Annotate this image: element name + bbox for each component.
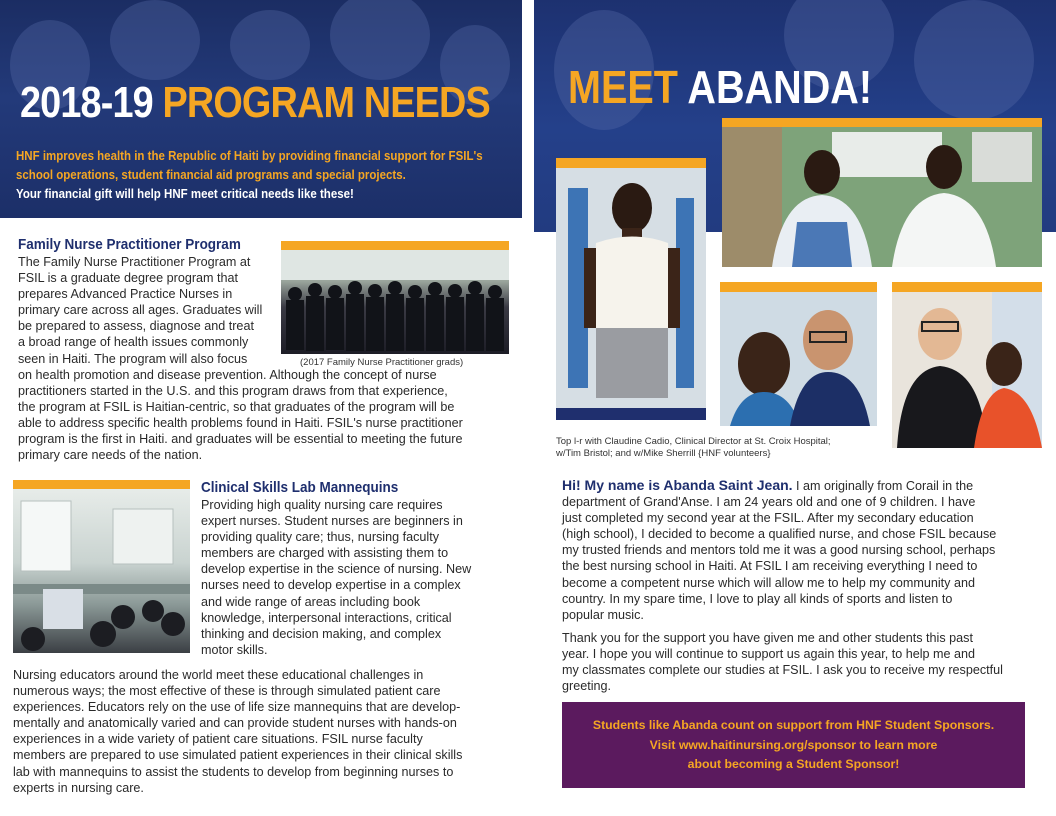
fnp-section-title: Family Nurse Practitioner Program (18, 236, 241, 253)
fnp-grads-photo (281, 250, 509, 354)
photo4-accent (892, 282, 1042, 292)
program-needs-title: 2018-19 PROGRAM NEEDS (20, 78, 490, 127)
selfie-tim-photo (720, 292, 877, 426)
bio-greeting: Hi! My name is Abanda Saint Jean. (562, 477, 793, 493)
left-page (0, 0, 522, 816)
photo1-base (556, 408, 706, 420)
abanda-standing-photo (556, 168, 706, 408)
fnp-photo-caption: (2017 Family Nurse Practitioner grads) (300, 357, 464, 368)
sponsor-callout (562, 702, 1025, 788)
lab-body-continued: Nursing educators around the world meet these educational challenges in numerous ways; the most effective of these is through simulated patient care experiences. Educators rely on the use of life size mannequins that are develop- mentally and anatomically varied and can provide student nurses with hands-on experiences in a wide variety of patient care situations. FSIL nurse faculty members are prepared to use simulated patient experiences in their clinical skills lab with mannequins to assist the students to develop from beginning nurses to experts in nursing care. (13, 668, 463, 795)
meet-abanda-title: MEET ABANDA! (568, 61, 873, 113)
abanda-bio: Hi! My name is Abanda Saint Jean. I am originally from Corail in the department of Grand'Anse. I am 24 years old and one of 9 children. I have just completed my second year at the FSIL. After my secondary education (high school), I decided to become a qualified nurse, and chose FSIL because my trusted friends and mentors told me it was a good nursing school, perhaps the best nursing school in Haiti. At FSIL I am receiving everything I need to become a competent nurse which will allow me to help my community and country. In my spare time, I love to play all kinds of sports and listen to popular music. (562, 477, 997, 622)
lab-photo-accent (13, 480, 190, 489)
left-header (0, 0, 522, 218)
lab-section-title: Clinical Skills Lab Mannequins (201, 479, 399, 496)
header-intro: HNF improves health in the Republic of Haiti by providing financial support for FSIL's school operations, student financial aid programs and special projects. Your financial gift will help HNF meet critical needs like these! (16, 149, 483, 201)
photos-caption: Top l-r with Claudine Cadio, Clinical Director at St. Croix Hospital; w/Tim Bristol; and w/Mike Sherrill {HNF volunteers} (556, 436, 831, 459)
right-page (534, 0, 1056, 816)
photo3-accent (720, 282, 877, 292)
with-mike-photo (892, 292, 1042, 448)
lab-body: Providing high quality nursing care requires expert nurses. Student nurses are beginners in providing quality care; thus, nursing faculty members are charged with assisting them to develop expertise in the science of nursing. New nurses need to develop expertise in a complex and wide range of areas including book knowledge, interpersonal interactions, critical thinking and decision making, and complex motor skills. (201, 498, 472, 657)
photo2-accent (722, 118, 1042, 127)
page-gutter (522, 0, 534, 816)
lab-mannequins-photo (13, 489, 190, 653)
photo1-accent (556, 158, 706, 168)
fnp-body: The Family Nurse Practitioner Program at FSIL is a graduate degree program that prepares Advanced Practice Nurses in primary care across all ages. Graduates will be prepared to assess, diagnose and treat a broad range of health issues commonly seen in Haiti. The program will also focus on health promotion and disease prevention. Although the concept of nurse practitioners started in the U.S. and this program draws from that experience, the program at FSIL is Haitian-centric, so that graduates of the program will be able to address specific health problems found in Haiti. FSIL's nurse practitioner program is the first in Haiti. and graduates will be essential to meeting the future primary care needs of the nation. (18, 255, 463, 463)
sponsor-link[interactable]: Visit www.haitinursing.org/sponsor to learn more (649, 737, 938, 752)
abanda-thanks: Thank you for the support you have given me and other students this past year. I hope you will continue to support us again this year, to help me and my classmates complete our studies at FSIL. I ask you to receive my respectful greeting. (562, 631, 1003, 694)
sponsor-text: Students like Abanda count on support from HNF Student Sponsors. Visit www.haitinursing.org/sponsor to learn more about becoming a Student Sponsor! (562, 716, 1025, 775)
fnp-photo-accent (281, 241, 509, 250)
nurses-photo (722, 127, 1042, 267)
